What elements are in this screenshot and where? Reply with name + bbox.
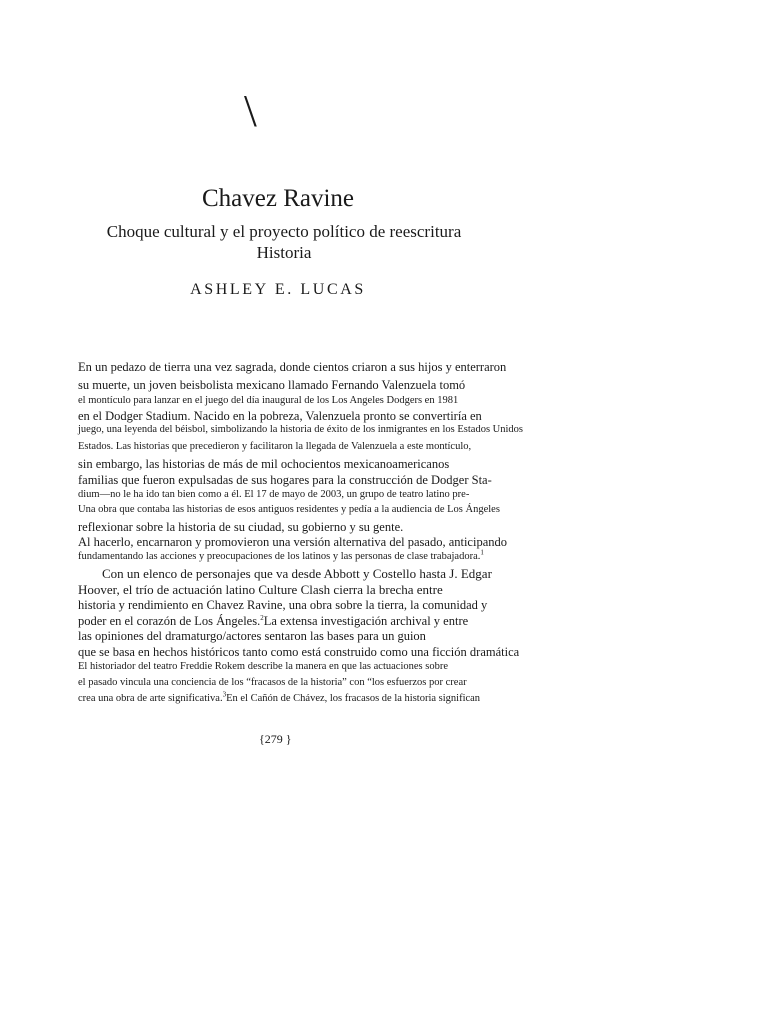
body-line: historia y rendimiento en Chavez Ravine, una obra sobre la tierra, la comunidad y [78, 598, 488, 612]
body-line: Con un elenco de personajes que va desde Abbott y Costello hasta J. Edgar [102, 566, 492, 581]
body-line: en el Dodger Stadium. Nacido en la pobreza, Valenzuela pronto se convertiría en [78, 409, 482, 423]
chapter-title: Chavez Ravine [201, 185, 355, 212]
body-line: el pasado vincula una conciencia de los “fracasos de la historia” con “los esfuerzos por crear [78, 677, 467, 688]
body-line: Una obra que contaba las historias de esos antiguos residentes y pedía a la audiencia de Los Ángeles [78, 504, 500, 515]
body-line: Estados. Las historias que precedieron y facilitaron la llegada de Valenzuela a este montículo, [78, 441, 472, 452]
body-line [78, 615, 468, 628]
body-line: El historiador del teatro Freddie Rokem describe la manera en que las actuaciones sobre [78, 661, 448, 672]
body-line: el montículo para lanzar en el juego del día inaugural de los Los Angeles Dodgers en 1981 [78, 395, 459, 406]
subtitle-line-2: Historia [256, 243, 312, 262]
body-line-text: crea una obra de arte significativa. [78, 693, 223, 704]
body-line: reflexionar sobre la historia de su ciudad, su gobierno y su gente. [78, 520, 404, 534]
body-line: juego, una leyenda del béisbol, simbolizando la historia de éxito de los inmigrantes en los Estados Unidos [78, 424, 523, 435]
chapter-subtitle [0, 221, 568, 263]
footnote-marker: 3 [222, 690, 227, 699]
body-line-text: fundamentando las acciones y preocupaciones de los latinos y las personas de clase trabajadora. [78, 551, 481, 562]
subtitle-line-1: Choque cultural y el proyecto político de reescritura [106, 222, 462, 241]
body-line: su muerte, un joven beisbolista mexicano llamado Fernando Valenzuela tomó [78, 378, 466, 392]
body-line: En un pedazo de tierra una vez sagrada, donde cientos criaron a sus hijos y enterraron [78, 360, 507, 374]
body-line [78, 548, 484, 563]
body-line: Al hacerlo, encarnaron y promovieron una versión alternativa del pasado, anticipando [78, 535, 508, 549]
footnote-marker: 2 [260, 613, 264, 622]
body-line-text: La extensa investigación archival y entre [263, 614, 469, 628]
author-name: ASHLEY E. LUCAS [190, 281, 366, 298]
page-number: {279 } [259, 732, 292, 746]
body-line: que se basa en hechos históricos tanto como está construido como una ficción dramática [78, 645, 520, 659]
decorative-backslash-mark: \ [244, 85, 257, 136]
footnote-marker: 1 [480, 548, 484, 557]
body-line: familias que fueron expulsadas de sus hogares para la construcción de Dodger Sta- [78, 473, 492, 487]
body-line: las opiniones del dramaturgo/actores sentaron las bases para un guion [78, 629, 426, 643]
body-line: Hoover, el trío de actuación latino Culture Clash cierra la brecha entre [78, 582, 443, 597]
body-line [78, 690, 481, 705]
body-line: sin embargo, las historias de más de mil ochocientos mexicanoamericanos [78, 457, 450, 471]
body-line-text: poder en el corazón de Los Ángeles. [78, 614, 261, 628]
body-line: dium—no le ha ido tan bien como a él. El 17 de mayo de 2003, un grupo de teatro latino pre- [78, 489, 470, 500]
body-line-text: En el Cañón de Chávez, los fracasos de la historia significan [226, 693, 481, 704]
